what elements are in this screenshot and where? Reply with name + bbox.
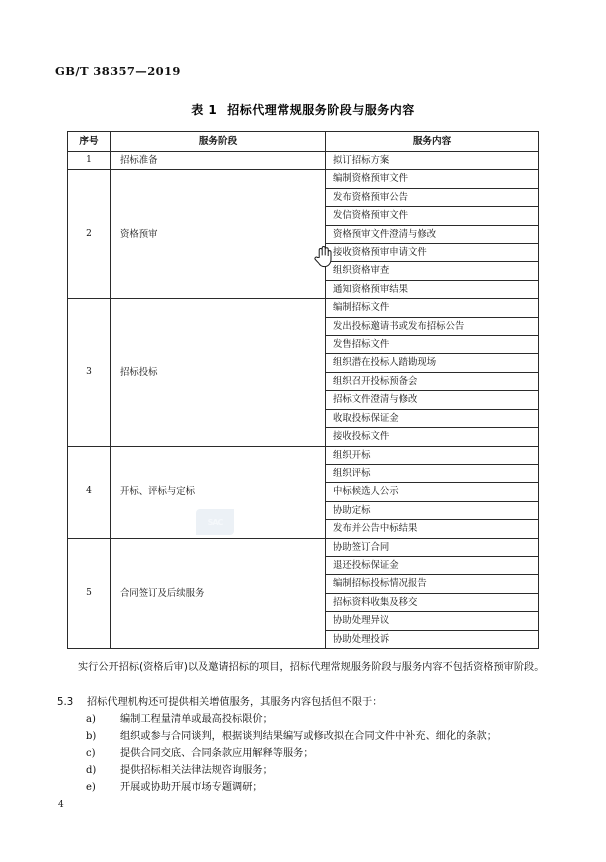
value-added-service-list: [57, 711, 549, 796]
row-content-3-5: 招标文件澄清与修改: [326, 391, 539, 409]
row-content-5-1: 退还投标保证金: [326, 556, 539, 574]
table-caption: [0, 101, 606, 118]
row-no-1: 1: [68, 152, 111, 170]
list-item-marker: e): [86, 782, 96, 793]
list-item: [57, 762, 549, 779]
table-row: [68, 152, 539, 170]
row-content-3-0: 编制招标文件: [326, 299, 539, 317]
clause-5-3: [57, 694, 549, 711]
list-item: [57, 745, 549, 762]
row-no-3: 3: [68, 299, 111, 446]
row-stage-1: 招标准备: [111, 152, 326, 170]
table-body: [68, 152, 539, 649]
table-row: [68, 299, 539, 317]
list-item-text: 编制工程量清单或最高投标限价；: [120, 714, 273, 725]
row-content-3-7: 接收投标文件: [326, 428, 539, 446]
row-no-5: 5: [68, 538, 111, 648]
row-stage-2: 资格预审: [111, 170, 326, 299]
column-header-content: 服务内容: [326, 132, 539, 152]
clause-number: 5.3: [57, 697, 74, 708]
table-caption-title: 招标代理常规服务阶段与服务内容: [227, 103, 415, 117]
row-content-3-6: 收取投标保证金: [326, 409, 539, 427]
list-item-marker: d): [86, 765, 97, 776]
table-row: [68, 446, 539, 464]
row-content-3-3: 组织潜在投标人踏勘现场: [326, 354, 539, 372]
list-item-text: 开展或协助开展市场专题调研；: [120, 782, 263, 793]
table-caption-number: 表 1: [191, 103, 218, 117]
row-stage-4: 开标、评标与定标: [111, 446, 326, 538]
table-header-row: [68, 132, 539, 152]
row-content-4-4: 发布并公告中标结果: [326, 520, 539, 538]
clause-text: 招标代理机构还可提供相关增值服务，其服务内容包括但不限于：: [87, 697, 383, 708]
list-item-text: 提供招标相关法律法规咨询服务；: [120, 765, 273, 776]
list-item: [57, 779, 549, 796]
row-content-4-1: 组织评标: [326, 464, 539, 482]
standard-number-header: GB/T 38357—2019: [55, 64, 181, 78]
row-content-5-2: 编制招标投标情况报告: [326, 575, 539, 593]
row-no-2: 2: [68, 170, 111, 299]
page-folio: 4: [58, 800, 64, 810]
row-content-3-2: 发售招标文件: [326, 336, 539, 354]
list-item: [57, 728, 549, 745]
row-content-2-0: 编制资格预审文件: [326, 170, 539, 188]
row-content-4-2: 中标候选人公示: [326, 483, 539, 501]
list-item-marker: c): [86, 748, 96, 759]
column-header-stage: 服务阶段: [111, 132, 326, 152]
list-item: [57, 711, 549, 728]
row-content-5-0: 协助签订合同: [326, 538, 539, 556]
row-content-2-6: 通知资格预审结果: [326, 280, 539, 298]
row-content-4-0: 组织开标: [326, 446, 539, 464]
list-item-text: 组织或参与合同谈判，根据谈判结果编写或修改拟在合同文件中补充、细化的条款；: [120, 731, 497, 742]
row-content-1-0: 拟订招标方案: [326, 152, 539, 170]
row-content-2-1: 发布资格预审公告: [326, 188, 539, 206]
table-row: [68, 170, 539, 188]
table-header-row-group: [68, 132, 539, 152]
row-content-3-1: 发出投标邀请书或发布招标公告: [326, 317, 539, 335]
row-content-5-4: 协助处理异议: [326, 612, 539, 630]
row-content-4-3: 协助定标: [326, 501, 539, 519]
service-stages-table: [67, 131, 539, 649]
row-no-4: 4: [68, 446, 111, 538]
list-item-marker: b): [86, 731, 97, 742]
table-row: [68, 538, 539, 556]
row-content-5-3: 招标资料收集及移交: [326, 593, 539, 611]
row-content-2-4: 接收资格预审申请文件: [326, 244, 539, 262]
watermark-text: SAC: [207, 517, 223, 527]
row-content-5-5: 协助处理投诉: [326, 630, 539, 648]
row-content-3-4: 组织召开投标预备会: [326, 372, 539, 390]
row-stage-5: 合同签订及后续服务: [111, 538, 326, 648]
service-table-wrapper: [67, 131, 538, 649]
intro-paragraph: 实行公开招标(资格后审)以及邀请招标的项目，招标代理常规服务阶段与服务内容不包括资格预审阶段。: [78, 662, 545, 673]
row-content-2-3: 资格预审文件澄清与修改: [326, 225, 539, 243]
list-item-marker: a): [86, 714, 96, 725]
row-stage-3: 招标投标: [111, 299, 326, 446]
column-header-no: 序号: [68, 132, 111, 152]
row-content-2-2: 发信资格预审文件: [326, 207, 539, 225]
row-content-2-5: 组织资格审查: [326, 262, 539, 280]
list-item-text: 提供合同交底、合同条款应用解释等服务；: [120, 748, 314, 759]
